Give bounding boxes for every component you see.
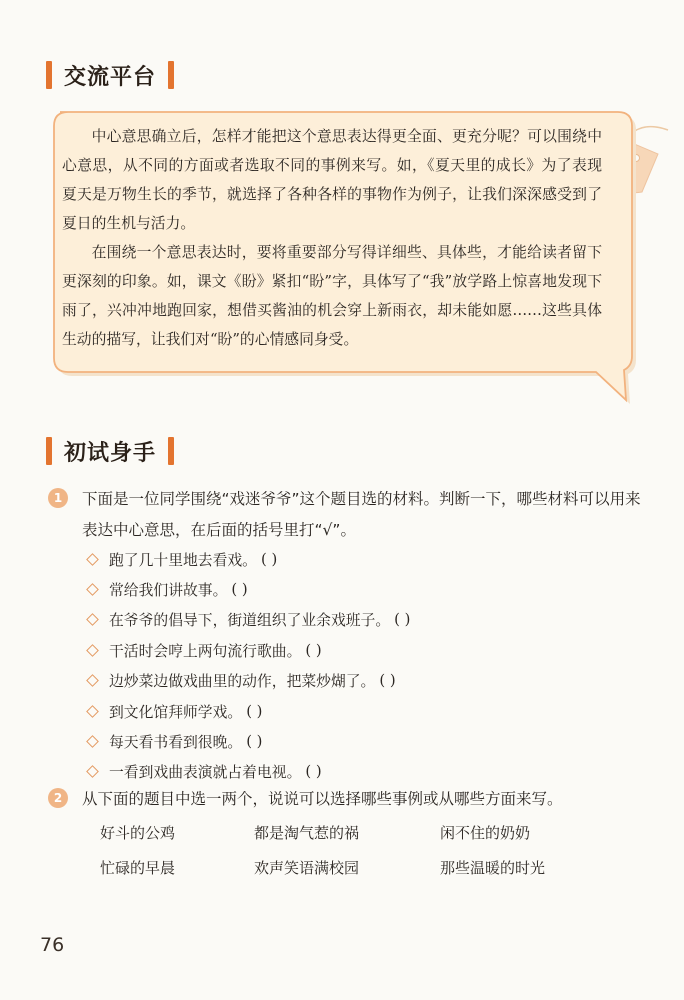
exchange-paragraph: 在围绕一个意思表达时，要将重要部分写得详细些、具体些，才能给读者留下更深刻的印象。如，课文《盼》紧扣“盼”字，具体写了“我”放学路上惊喜地发现下雨了，兴冲冲地跑回家，想借买酱油的机会穿上新雨衣，却未能如愿……这些具体生动的描写，让我们对“盼”的心情感同身受。 (62, 244, 602, 348)
diamond-bullet-icon (86, 766, 99, 779)
section-header-practice (46, 434, 174, 468)
diamond-bullet-icon (86, 583, 99, 596)
accent-bar (46, 437, 52, 465)
topic-item: 好斗的公鸡 (100, 824, 176, 842)
option-text: 每天看书看到很晚。 (109, 734, 243, 752)
diamond-bullet-icon (86, 614, 99, 627)
diamond-bullet-icon (86, 705, 99, 718)
exercise-number-badge: 2 (48, 788, 68, 808)
topic-item: 忙碌的早晨 (100, 859, 176, 877)
topic-grid (100, 822, 620, 878)
topic-item: 闲不住的奶奶 (440, 824, 531, 842)
option-item (86, 544, 410, 574)
option-text: 跑了几十里地去看戏。 (109, 551, 257, 569)
page-number: 76 (40, 934, 65, 956)
answer-blank[interactable]: ( ) (260, 550, 278, 568)
answer-blank[interactable]: ( ) (246, 702, 263, 720)
option-text: 在爷爷的倡导下，街道组织了业余戏班子。 (109, 612, 391, 630)
option-item (86, 666, 410, 696)
option-item (86, 605, 410, 635)
diamond-bullet-icon (86, 674, 99, 687)
answer-blank[interactable]: ( ) (379, 672, 396, 690)
exchange-text (62, 122, 602, 354)
option-text: 到文化馆拜师学戏。 (109, 703, 243, 721)
accent-bar (46, 61, 52, 89)
section-title: 初试身手 (64, 440, 157, 466)
section-title: 交流平台 (64, 64, 157, 90)
answer-blank[interactable]: ( ) (231, 581, 248, 599)
exchange-paragraph: 中心意思确立后，怎样才能把这个意思表达得更全面、更充分呢？可以围绕中心意思，从不同的方面或者选取不同的事例来写。如，《夏天里的成长》为了表现夏天是万物生长的季节，就选择了各种各样的事物作为例子，让我们深深感受到了夏日的生机与活力。 (62, 128, 602, 232)
option-item (86, 726, 410, 756)
diamond-bullet-icon (86, 735, 99, 748)
option-item (86, 696, 410, 726)
diamond-bullet-icon (86, 644, 99, 657)
option-text: 干活时会哼上两句流行歌曲。 (109, 642, 302, 660)
option-text: 常给我们讲故事。 (109, 582, 228, 600)
exercise-1-options (86, 544, 410, 787)
accent-bar (168, 437, 174, 465)
answer-blank[interactable]: ( ) (394, 611, 411, 629)
topic-item: 那些温暖的时光 (440, 859, 546, 877)
exercise-prompt: 从下面的题目中选一两个，说说可以选择哪些事例或从哪些方面来写。 (82, 790, 563, 808)
option-item (86, 757, 410, 787)
answer-blank[interactable]: ( ) (305, 641, 322, 659)
option-text: 边炒菜边做戏曲里的动作，把菜炒煳了。 (109, 673, 376, 691)
topic-item: 欢声笑语满校园 (254, 859, 360, 877)
answer-blank[interactable]: ( ) (305, 763, 322, 781)
answer-blank[interactable]: ( ) (246, 733, 263, 751)
exercise-number-badge: 1 (48, 488, 68, 508)
topic-item: 都是淘气惹的祸 (254, 824, 360, 842)
option-item (86, 574, 410, 604)
section-header-exchange (46, 58, 174, 92)
diamond-bullet-icon (86, 553, 99, 566)
option-item (86, 635, 410, 665)
option-text: 一看到戏曲表演就占着电视。 (109, 764, 302, 782)
accent-bar (168, 61, 174, 89)
exercise-prompt: 下面是一位同学围绕“戏迷爷爷”这个题目选的材料。判断一下，哪些材料可以用来表达中心意思，在后面的括号里打“√”。 (82, 490, 641, 539)
